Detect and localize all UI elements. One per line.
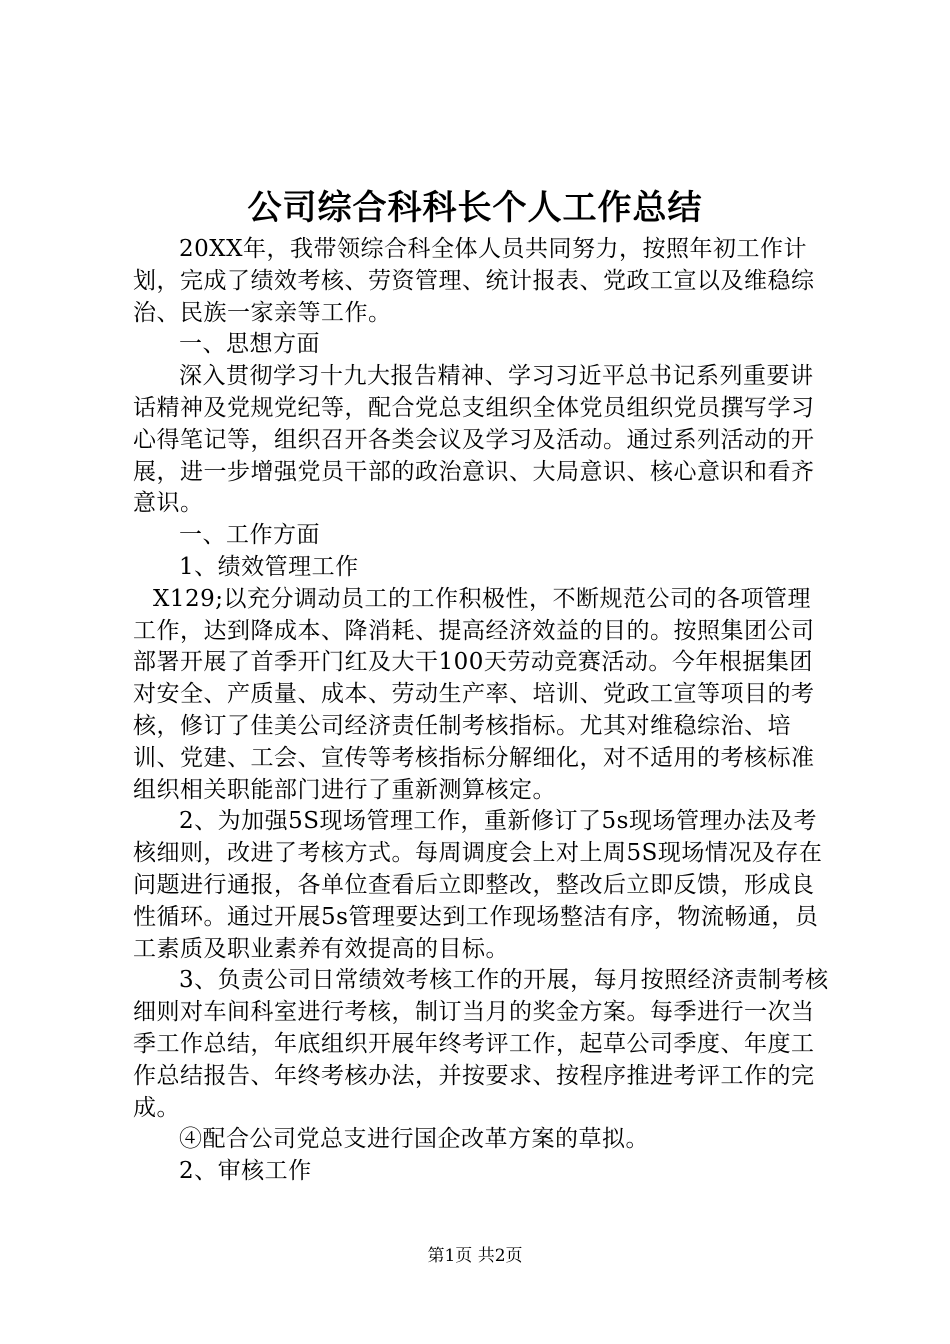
paragraph-intro: 20XX年，我带领综合科全体人员共同努力，按照年初工作计划，完成了绩效考核、劳资管理、统计报表、党政工宣以及维稳综治、民族一家亲等工作。 [133, 236, 815, 326]
heading-audit: 2、审核工作 [179, 1158, 312, 1185]
heading-work: 一、工作方面 [179, 522, 320, 549]
heading-performance: 1、绩效管理工作 [179, 553, 359, 580]
paragraph-assessment: 3、负责公司日常绩效考核工作的开展，每月按照经济责制考核细则对车间科室进行考核，制订当月的奖金方案。每季进行一次当季工作总结，年底组织开展年终考评工作，起草公司季度、年度工作总结报告、年终考核办法，并按要求、按程序推进考评工作的完成。 [133, 967, 829, 1121]
paragraph-5s: 2、为加强5S现场管理工作，重新修订了5s现场管理办法及考核细则，改进了考核方式。每周调度会上对上周5S现场情况及存在问题进行通报，各单位查看后立即整改，整改后立即反馈，形成良性循环。通过开展5s管理要达到工作现场整洁有序，物流畅通，员工素质及职业素养有效提高的目标。 [133, 808, 823, 962]
heading-thought: 一、思想方面 [179, 331, 320, 358]
paragraph-reform: ④配合公司党总支进行国企改革方案的草拟。 [179, 1126, 649, 1153]
document-title: 公司综合科科长个人工作总结 [247, 188, 703, 228]
paragraph-thought: 深入贯彻学习十九大报告精神、学习习近平总书记系列重要讲话精神及党规党纪等，配合党总支组织全体党员组织党员撰写学习心得笔记等，组织召开各类会议及学习及活动。通过系列活动的开展，进一步增强党员干部的政治意识、大局意识、核心意识和看齐意识。 [133, 363, 815, 517]
page-number: 第1页 共2页 [427, 1246, 523, 1266]
document-body [133, 234, 833, 1188]
paragraph-performance: X129;以充分调动员工的工作积极性，不断规范公司的各项管理工作，达到降成本、降消耗、提高经济效益的目的。按照集团公司部署开展了首季开门红及大干100天劳动竞赛活动。今年根据集团对安全、产质量、成本、劳动生产率、培训、党政工宣等项目的考核，修订了佳美公司经济责任制考核指标。尤其对维稳综治、培训、党建、工会、宣传等考核指标分解细化，对不适用的考核标准组织相关职能部门进行了重新测算核定。 [133, 585, 815, 803]
